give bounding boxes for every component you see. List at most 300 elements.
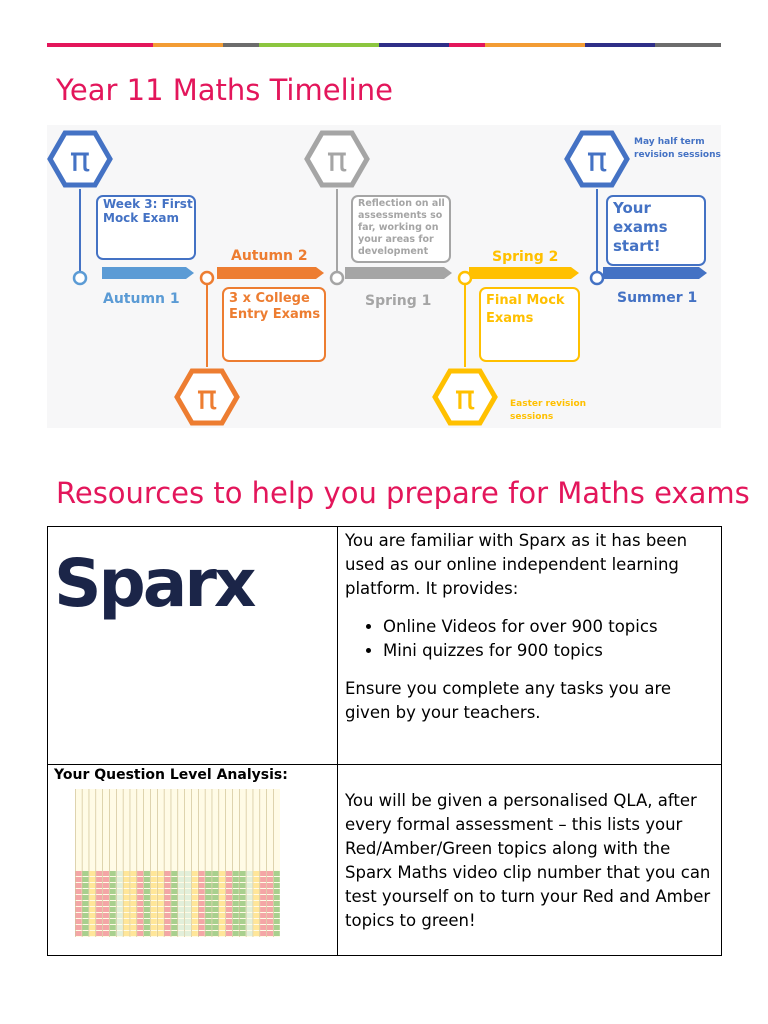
qla-cell (110, 931, 116, 936)
qla-cell (137, 889, 143, 894)
qla-cell (240, 907, 246, 912)
qla-cell (260, 907, 266, 912)
qla-cell (144, 925, 150, 930)
note-text: revision sessions (634, 150, 721, 160)
qla-cell (233, 907, 239, 912)
qla-cell (158, 889, 164, 894)
resources-heading: Resources to help you prepare for Maths exams (56, 476, 750, 510)
qla-grid-line (75, 789, 76, 937)
qla-cell (151, 907, 157, 912)
qla-grid-line (164, 789, 165, 937)
qla-cell (246, 931, 252, 936)
qla-cell (117, 901, 123, 906)
qla-cell (164, 907, 170, 912)
qla-cell (96, 877, 102, 882)
qla-grid-line (266, 789, 267, 937)
qla-cell (82, 895, 88, 900)
qla-cell (267, 889, 273, 894)
qla-cell (89, 913, 95, 918)
term-label: Spring 2 (492, 249, 559, 265)
qla-grid-line (191, 789, 192, 937)
qla-cell (185, 895, 191, 900)
event-text: Final Mock (486, 293, 565, 308)
sparx-logo: Sparx (54, 545, 254, 622)
qla-cell (110, 889, 116, 894)
qla-cell (267, 925, 273, 930)
qla-cell (267, 907, 273, 912)
qla-cell (76, 901, 82, 906)
qla-cell (267, 901, 273, 906)
qla-cell (240, 931, 246, 936)
qla-cell (158, 907, 164, 912)
qla-cell (205, 871, 211, 876)
qla-cell (185, 871, 191, 876)
qla-cell (96, 925, 102, 930)
qla-cell (48, 765, 338, 956)
qla-cell (130, 889, 136, 894)
qla-cell (205, 925, 211, 930)
qla-cell (144, 895, 150, 900)
qla-cell (233, 895, 239, 900)
qla-cell (89, 889, 95, 894)
qla-cell (117, 877, 123, 882)
qla-cell (212, 919, 218, 924)
qla-cell (240, 925, 246, 930)
qla-grid-line (219, 789, 220, 937)
term-arrow (217, 267, 324, 279)
qla-grid-line (130, 789, 131, 937)
qla-cell (137, 913, 143, 918)
qla-cell (96, 883, 102, 888)
qla-cell (212, 889, 218, 894)
qla-cell (253, 871, 259, 876)
qla-grid-line (96, 789, 97, 937)
qla-cell (76, 877, 82, 882)
qla-cell (185, 925, 191, 930)
qla-cell (96, 889, 102, 894)
qla-cell (96, 919, 102, 924)
qla-cell (151, 919, 157, 924)
qla-cell (246, 895, 252, 900)
qla-grid-line (246, 789, 247, 937)
qla-cell (253, 895, 259, 900)
qla-cell (151, 883, 157, 888)
qla-cell (158, 919, 164, 924)
qla-cell (151, 913, 157, 918)
qla-cell (171, 889, 177, 894)
qla-grid-line (260, 789, 261, 937)
qla-cell (212, 877, 218, 882)
qla-cell (89, 883, 95, 888)
qla-cell (137, 931, 143, 936)
stripe-segment (259, 43, 379, 47)
qla-cell (82, 871, 88, 876)
qla-row (48, 765, 722, 956)
qla-cell (171, 901, 177, 906)
qla-grid-line (178, 789, 179, 937)
qla-cell (199, 925, 205, 930)
qla-cell (233, 925, 239, 930)
qla-cell (240, 895, 246, 900)
qla-grid-line (89, 789, 90, 937)
qla-cell (260, 877, 266, 882)
qla-cell (103, 919, 109, 924)
timeline-node (201, 272, 213, 284)
qla-cell (260, 919, 266, 924)
event-text: 3 x College (229, 291, 310, 306)
qla-cell (226, 931, 232, 936)
sparx-row (48, 527, 722, 765)
qla-cell (253, 925, 259, 930)
qla-cell (246, 913, 252, 918)
qla-cell (96, 871, 102, 876)
qla-cell (96, 913, 102, 918)
qla-cell (274, 871, 280, 876)
qla-cell (212, 901, 218, 906)
qla-cell (151, 877, 157, 882)
qla-cell (246, 907, 252, 912)
qla-cell (274, 907, 280, 912)
qla-cell (137, 877, 143, 882)
qla-cell (219, 877, 225, 882)
qla-cell (233, 871, 239, 876)
qla-cell (185, 877, 191, 882)
qla-cell (76, 925, 82, 930)
qla-cell (110, 925, 116, 930)
qla-cell (82, 907, 88, 912)
qla-cell (137, 871, 143, 876)
qla-cell (158, 931, 164, 936)
qla-cell (219, 925, 225, 930)
qla-cell (178, 919, 184, 924)
qla-cell (103, 931, 109, 936)
qla-cell (219, 931, 225, 936)
qla-cell (240, 877, 246, 882)
qla-cell (240, 901, 246, 906)
qla-cell (117, 895, 123, 900)
qla-cell (185, 901, 191, 906)
qla-grid-line (143, 789, 144, 937)
qla-cell (130, 931, 136, 936)
event-text: Reflection on all (358, 198, 445, 209)
qla-cell (144, 871, 150, 876)
qla-cell (110, 919, 116, 924)
qla-cell (199, 931, 205, 936)
qla-cell (123, 907, 129, 912)
event-text: your areas for (358, 234, 434, 245)
qla-cell (226, 913, 232, 918)
qla-cell (144, 883, 150, 888)
qla-cell (96, 901, 102, 906)
event-text: Entry Exams (229, 307, 321, 322)
note-text: sessions (510, 412, 554, 422)
qla-cell (260, 925, 266, 930)
qla-grid-line (171, 789, 172, 937)
qla-cell (267, 883, 273, 888)
qla-cell (164, 901, 170, 906)
qla-spreadsheet-image (75, 789, 280, 937)
qla-cell (171, 907, 177, 912)
qla-cell (219, 907, 225, 912)
qla-cell (158, 925, 164, 930)
list-item: • Mini quizzes for 900 topics (383, 639, 714, 663)
qla-cell (144, 919, 150, 924)
stripe-segment (379, 43, 449, 47)
qla-cell (240, 919, 246, 924)
qla-cell (192, 889, 198, 894)
event-text: Exams (486, 311, 534, 326)
qla-cell (260, 913, 266, 918)
qla-grid-line (116, 789, 117, 937)
qla-cell (274, 877, 280, 882)
qla-cell (226, 883, 232, 888)
qla-cell (233, 931, 239, 936)
qla-cell (246, 871, 252, 876)
qla-cell (185, 883, 191, 888)
qla-cell (144, 901, 150, 906)
qla-grid-line (225, 789, 226, 937)
qla-cell (76, 907, 82, 912)
qla-cell (205, 901, 211, 906)
qla-cell (76, 871, 82, 876)
qla-cell (233, 913, 239, 918)
qla-cell (144, 877, 150, 882)
qla-cell (130, 883, 136, 888)
qla-cell (171, 913, 177, 918)
qla-cell (117, 919, 123, 924)
qla-cell (233, 883, 239, 888)
qla-cell (205, 907, 211, 912)
qla-cell (192, 895, 198, 900)
timeline-node (331, 272, 343, 284)
qla-cell (171, 895, 177, 900)
qla-grid-line (137, 789, 138, 937)
stripe-segment (655, 43, 721, 47)
qla-cell (171, 919, 177, 924)
qla-cell (267, 931, 273, 936)
event-text: Mock Exam (103, 211, 179, 225)
stripe-segment (585, 43, 655, 47)
qla-cell (246, 889, 252, 894)
qla-cell (110, 883, 116, 888)
qla-cell (253, 883, 259, 888)
qla-cell (246, 883, 252, 888)
qla-cell (192, 913, 198, 918)
qla-cell (226, 901, 232, 906)
sparx-outro: Ensure you complete any tasks you are given by your teachers. (345, 679, 672, 722)
qla-cell (192, 883, 198, 888)
qla-cell (123, 889, 129, 894)
qla-cell (253, 889, 259, 894)
qla-cell (240, 889, 246, 894)
qla-cell (123, 895, 129, 900)
resources-table (47, 526, 722, 956)
event-text: start! (613, 237, 661, 255)
qla-cell (110, 895, 116, 900)
qla-cell (178, 877, 184, 882)
qla-cell (274, 925, 280, 930)
qla-grid-line (212, 789, 213, 937)
qla-cell (82, 931, 88, 936)
timeline-graphic (47, 125, 721, 428)
qla-cell (219, 913, 225, 918)
qla-cell (226, 919, 232, 924)
timeline-node (74, 272, 86, 284)
stripe-segment (449, 43, 485, 47)
qla-cell (89, 907, 95, 912)
qla-cell (130, 919, 136, 924)
pi-icon: π (454, 378, 476, 418)
qla-grid-line (205, 789, 206, 937)
pi-icon: π (586, 140, 608, 180)
qla-cell (233, 889, 239, 894)
qla-cell (130, 913, 136, 918)
qla-cell (158, 877, 164, 882)
qla-cell (103, 907, 109, 912)
qla-cell (240, 913, 246, 918)
qla-cell (185, 931, 191, 936)
qla-cell (212, 907, 218, 912)
term-arrow (102, 267, 194, 279)
qla-cell (192, 931, 198, 936)
qla-cell (89, 877, 95, 882)
qla-cell (260, 931, 266, 936)
qla-grid-line (198, 789, 199, 937)
qla-cell (212, 883, 218, 888)
qla-cell (178, 895, 184, 900)
qla-cell (117, 925, 123, 930)
qla-cell (178, 883, 184, 888)
qla-cell (82, 889, 88, 894)
qla-cell (117, 907, 123, 912)
qla-cell (240, 883, 246, 888)
qla-cell (89, 931, 95, 936)
qla-cell (199, 919, 205, 924)
qla-grid-line (184, 789, 185, 937)
qla-cell (267, 919, 273, 924)
qla-cell (199, 871, 205, 876)
timeline-node (591, 272, 603, 284)
event-text: exams (613, 218, 668, 236)
qla-cell (96, 931, 102, 936)
qla-cell (164, 919, 170, 924)
qla-cell (130, 895, 136, 900)
qla-cell (233, 877, 239, 882)
qla-cell (117, 871, 123, 876)
qla-cell (137, 907, 143, 912)
qla-cell (260, 871, 266, 876)
qla-cell (123, 925, 129, 930)
qla-cell (123, 877, 129, 882)
qla-cell (274, 883, 280, 888)
qla-cell (226, 907, 232, 912)
qla-cell (123, 871, 129, 876)
qla-cell (205, 913, 211, 918)
qla-cell (253, 931, 259, 936)
event-text: assessments so (358, 210, 443, 221)
qla-cell (178, 913, 184, 918)
qla-cell (89, 925, 95, 930)
qla-cell (205, 919, 211, 924)
qla-cell (76, 919, 82, 924)
qla-cell (164, 895, 170, 900)
pi-icon: π (69, 140, 91, 180)
qla-cell (253, 877, 259, 882)
note-text: Easter revision (510, 399, 587, 409)
sparx-logo-cell (48, 527, 338, 765)
qla-cell (137, 895, 143, 900)
qla-cell (267, 871, 273, 876)
qla-cell (137, 901, 143, 906)
qla-cell (103, 877, 109, 882)
stripe-segment (153, 43, 223, 47)
qla-cell (158, 871, 164, 876)
qla-cell (171, 925, 177, 930)
qla-cell (185, 913, 191, 918)
qla-cell (226, 925, 232, 930)
qla-cell (205, 931, 211, 936)
qla-cell (226, 877, 232, 882)
qla-cell (117, 883, 123, 888)
qla-cell (219, 883, 225, 888)
qla-cell (219, 889, 225, 894)
qla-grid-line (239, 789, 240, 937)
qla-cell (199, 877, 205, 882)
qla-cell (158, 883, 164, 888)
qla-grid-line (109, 789, 110, 937)
qla-cell (192, 919, 198, 924)
qla-cell (123, 931, 129, 936)
qla-cell (253, 907, 259, 912)
qla-cell (246, 901, 252, 906)
qla-cell (267, 913, 273, 918)
qla-cell (171, 871, 177, 876)
term-label: Spring 1 (365, 293, 432, 309)
event-text: development (358, 246, 429, 257)
qla-cell (130, 871, 136, 876)
qla-cell (76, 883, 82, 888)
qla-cell (212, 895, 218, 900)
qla-cell (89, 871, 95, 876)
qla-cell (130, 901, 136, 906)
qla-cell (274, 913, 280, 918)
sparx-description-cell (338, 527, 722, 765)
qla-cell (199, 895, 205, 900)
qla-grid-line (82, 789, 83, 937)
qla-cell (199, 889, 205, 894)
qla-cell (123, 919, 129, 924)
qla-cell (178, 889, 184, 894)
qla-cell (144, 913, 150, 918)
term-label: Autumn 2 (231, 248, 308, 264)
qla-cell (89, 895, 95, 900)
qla-cell (110, 913, 116, 918)
qla-cell (246, 877, 252, 882)
qla-cell (82, 883, 88, 888)
qla-cell (164, 913, 170, 918)
qla-cell (226, 871, 232, 876)
qla-cell (205, 883, 211, 888)
qla-cell (123, 913, 129, 918)
qla-cell (178, 931, 184, 936)
pi-icon: π (196, 378, 218, 418)
qla-cell (274, 901, 280, 906)
qla-cell (164, 931, 170, 936)
qla-cell (164, 871, 170, 876)
qla-cell (267, 895, 273, 900)
pi-icon: π (326, 140, 348, 180)
qla-cell (226, 889, 232, 894)
